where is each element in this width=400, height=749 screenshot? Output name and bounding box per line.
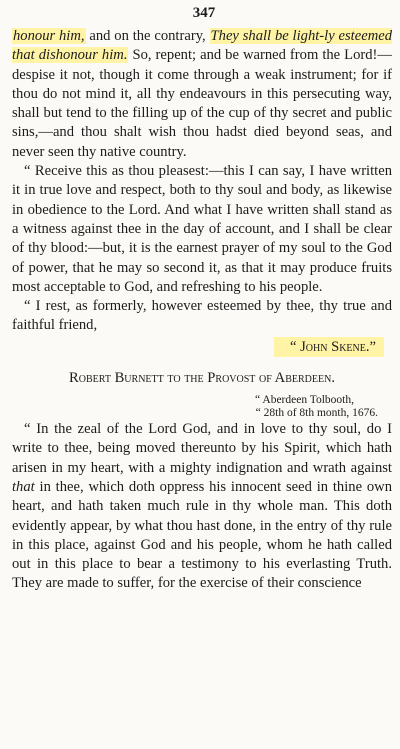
paragraph-1-text-b: So, repent; and be warned from the Lord!—despise it not, though it come through a weak instrument; for if thou do not mind it, all thy endeavours in this persecuting way, shall but tend to the filling up of the cup of thy secret and public sins,—and thou shalt wish thou hadst died beyond seas, and never seen thy native country. <box>12 47 392 160</box>
letter-heading: Robert Burnett to the Provost of Aberdeen. <box>69 370 335 387</box>
signature-line <box>12 338 384 357</box>
dateline-date: “ 28th of 8th month, 1676. <box>255 407 378 420</box>
paragraph-1 <box>12 27 392 162</box>
highlight-lightly-esteemed: They shall be light-ly esteemed that dishonour him. <box>12 28 393 64</box>
paragraph-4 <box>12 420 392 594</box>
text-block <box>12 27 392 594</box>
page-number: 347 <box>192 5 216 21</box>
signature-john-skene: “ John Skene.” <box>274 337 384 357</box>
dateline-place: “ Aberdeen Tolbooth, <box>255 394 354 407</box>
paragraph-2: “ Receive this as thou pleasest:—this I can say, I have written it in true love and respect, both to thy soul and body, as likewise in obedience to the Lord. And what I have written shall stand as a witness against thee in the day of account, and I shall be clear of thy blood:—but, it is the earnest prayer of my soul to the God of power, that he may so second it, as that it may produce fruits most acceptable to God, and refreshing to his people. <box>12 163 392 295</box>
dateline <box>12 394 378 420</box>
highlight-honour: honour him, <box>13 28 85 44</box>
paragraph-3: “ I rest, as formerly, however esteemed by thee, thy true and faithful friend, <box>12 298 392 334</box>
paragraph-4-emphasis: that <box>12 478 35 495</box>
paragraph-4-text-a: “ In the zeal of the Lord God, and in love to thy soul, do I write to thee, being moved thereunto by his Spirit, which hath arisen in my heart, with a mighty indignation and wrath against <box>12 421 392 476</box>
paragraph-4-text-b: in thee, which doth oppress his innocent seed in thine own heart, and hath taken much rule in thy whole man. This doth evidently appear, by what thou hast done, in the entry of thy rule in this place, against God and his people, whom he hath called out in this place to bear a testimony to his everlasting Truth. They are made to suffer, for the exercise of their conscience <box>12 478 392 592</box>
paragraph-1-text-a: and on the contrary, <box>85 28 210 44</box>
